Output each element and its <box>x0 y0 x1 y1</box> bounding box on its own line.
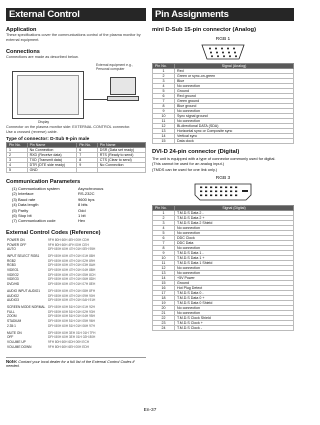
code-hex: DFH 80H 60H 47H 01H 07H 8EH <box>48 282 96 287</box>
pin-number: 9 <box>153 251 175 256</box>
table-cell <box>77 168 98 173</box>
pin-number: 10 <box>153 256 175 261</box>
pin-signal: Green or sync-on-green <box>175 74 294 79</box>
table-cell: 6 <box>77 148 98 153</box>
external-control-title: External Control <box>6 8 146 21</box>
pin-signal: No connection <box>175 306 294 311</box>
table-cell: 5 <box>7 168 28 173</box>
pin-number: 13 <box>153 129 175 134</box>
comm-heading: Communication Parameters <box>6 179 81 185</box>
table-cell: 1 <box>7 148 28 153</box>
pin-number: 3 <box>153 79 175 84</box>
table-cell: 8 <box>77 158 98 163</box>
computer-base <box>107 96 139 101</box>
dsub15-connector-icon <box>200 43 246 61</box>
mini-dsub-heading: mini D-Sub 15-pin connector (Analog) <box>152 27 257 33</box>
code-command: ZOOM <box>7 314 17 319</box>
pin-signal: T.M.D.S Data 1 - <box>175 251 294 256</box>
code-command: AUDIO INPUT AUDIO1 <box>7 288 41 293</box>
table-row <box>153 326 294 331</box>
pin-table-heading: Type of connector: D-Sub 9-pin male <box>6 137 90 142</box>
pin-signal: Blue <box>175 79 294 84</box>
pin-number: 15 <box>153 281 175 286</box>
code-command: MUTE ON <box>7 330 22 335</box>
pin-number: 7 <box>153 99 175 104</box>
code-hex: DFH 80H 60H 51H 01H 06H 97H <box>48 323 95 328</box>
connection-diagram <box>6 63 146 125</box>
pin-number: 8 <box>153 104 175 109</box>
param-name: (3) Baud rate <box>12 196 36 202</box>
code-hex: 9FH 80H 60H 4EH 00H CDH <box>48 237 90 242</box>
code-hex: DFH 80H 60H 51H 01H 05H 96H <box>48 319 95 324</box>
dvi-text-1: The unit is equipped with a type of connector commonly used for digital. <box>152 156 276 161</box>
table-cell: 4 <box>7 163 28 168</box>
code-command: OFF <box>7 335 14 340</box>
right-column <box>152 8 294 331</box>
code-hex: DFH 80H 60H 47H 01H 05H 8CH <box>48 272 96 277</box>
code-command: VIDEO3 <box>7 277 19 282</box>
page-number: En-37 <box>143 408 157 413</box>
pin-signal: Vertical sync <box>175 134 294 139</box>
pin-signal: No connection <box>175 311 294 316</box>
note-label: Note: <box>6 359 18 365</box>
pin-signal: T.M.D.S Clock Shield <box>175 316 294 321</box>
code-command: VOLUME DOWN <box>7 344 32 349</box>
application-heading: Application <box>6 27 37 33</box>
param-name: (2) Interface <box>12 191 34 197</box>
table-cell: No Connection <box>27 148 77 153</box>
dvi-pin-table <box>152 205 294 331</box>
pin-number: 10 <box>153 114 175 119</box>
code-command: POWER OFF <box>7 242 27 247</box>
code-hex: DFH 80H 60H 47H 01H 02H 89H <box>48 258 95 263</box>
param-value: 9600 bps <box>78 196 95 202</box>
pin-signal: No connection <box>175 266 294 271</box>
table-cell: RXD (Receive data) <box>27 153 77 158</box>
param-value: 8 bits <box>78 202 88 208</box>
code-command: 2.35:1 <box>7 323 16 328</box>
code-command: VOLUME UP <box>7 339 26 344</box>
pin-signal: T.M.D.S Data 2 + <box>175 216 294 221</box>
col-header: Pin No. <box>77 143 98 148</box>
cable-line <box>84 99 108 100</box>
col-header: Pin No. <box>153 64 175 69</box>
pin-signal: T.M.D.S Data 2 - <box>175 211 294 216</box>
pin-number: 15 <box>153 139 175 144</box>
dvi-text-3: (TMDS can be used for one link only.) <box>152 166 218 172</box>
code-hex: DFH 80H 60H 47H 01H 06H 8DH <box>48 277 96 282</box>
pin-signal: Ground <box>175 89 294 94</box>
col-header: Pin Name <box>97 143 145 148</box>
pin-number: 5 <box>153 89 175 94</box>
dvi-connector-drawing <box>152 182 294 202</box>
pin-number: 4 <box>153 84 175 89</box>
param-name: (6) Stop bit <box>12 213 32 219</box>
table-cell: 3 <box>7 158 28 163</box>
pin-number: 5 <box>153 231 175 236</box>
dvi-text-2: (This cannot be used for an analog input.) <box>152 161 225 167</box>
pin-number: 8 <box>153 246 175 251</box>
pin-signal: T.M.D.S Data 0 - <box>175 291 294 296</box>
cable-note: Use a crossed (reverse) cable. <box>6 130 58 134</box>
code-hex: DFH 80H 60H 3EH 01H 02H 80H <box>48 335 96 340</box>
code-hex: DFH 80H 60H 51H 01H 04H 95H <box>48 314 95 319</box>
pin-signal: T.M.D.S Data 2 Shield <box>175 221 294 226</box>
table-cell: 9 <box>77 163 98 168</box>
code-command: VIDEO2 <box>7 272 19 277</box>
col-header: Pin Name <box>27 143 77 148</box>
dsub15-pin-table <box>152 63 294 144</box>
pin-signal: Ground <box>175 281 294 286</box>
pin-signal: DDC Data <box>175 241 294 246</box>
code-hex: 9FH 80H 60H 6DH 00H ECH <box>48 339 90 344</box>
dsub15-connector-drawing <box>152 43 294 61</box>
code-hex: DFH 80H 60H 51H 01H 02H 93H <box>48 309 95 314</box>
pin-signal: T.M.D.S Data 0 + <box>175 296 294 301</box>
code-group-gap <box>6 349 146 351</box>
rgb1-label: RGB 1 <box>215 37 231 42</box>
code-hex: DFH 80H 60H 47H 01H 01H 88H <box>48 253 95 258</box>
pin-number: 20 <box>153 306 175 311</box>
pin-signal: T.M.D.S Clock + <box>175 321 294 326</box>
table-cell <box>97 168 145 173</box>
pin-signal: T.M.D.S Data 1 + <box>175 256 294 261</box>
code-hex: 9FH 80H 60H 4FH 00H CEH <box>48 242 89 247</box>
table-cell: No Connection <box>97 163 145 168</box>
pin-signal: No connection <box>175 226 294 231</box>
code-hex: DFH 80H 60H 47H 01H 03H 8AH <box>48 263 96 268</box>
pin-signal: No connection <box>175 109 294 114</box>
pin-number: 2 <box>153 216 175 221</box>
pin-signal: DDC Clock <box>175 236 294 241</box>
pin-number: 23 <box>153 321 175 326</box>
pin-number: 11 <box>153 119 175 124</box>
table-cell: 7 <box>77 153 98 158</box>
code-hex: DFH 80H 60H 47H 01H 0EH 95H <box>48 247 96 252</box>
param-name: (5) Parity <box>12 207 29 213</box>
pin-number: 12 <box>153 266 175 271</box>
code-command: AUDIO3 <box>7 298 19 303</box>
table-cell: GND <box>27 168 77 173</box>
pin-signal: T.M.D.S Data 1 Shield <box>175 261 294 266</box>
connections-heading: Connections <box>6 49 40 55</box>
code-command: POWER ON <box>7 237 25 242</box>
pin-signal: No connection <box>175 231 294 236</box>
codes-heading: External Control Codes (Reference) <box>6 229 101 236</box>
table-cell: CTS (Clear to send) <box>97 158 145 163</box>
col-header: Signal (Analog) <box>175 64 294 69</box>
code-command: VIDEO1 <box>7 268 19 273</box>
param-row <box>12 218 146 223</box>
code-command: STADIUM <box>7 319 22 324</box>
pin-number: 6 <box>153 94 175 99</box>
code-hex: DFH 80H 60H 47H 01H 09H 90H <box>48 293 95 298</box>
pin-signal: Sync signal ground <box>175 114 294 119</box>
code-hex: DFH 80H 60H 47H 01H 04H 8BH <box>48 268 96 273</box>
pin-number: 16 <box>153 286 175 291</box>
connections-intro: Connections are made as described below. <box>6 55 79 59</box>
pin-number: 18 <box>153 296 175 301</box>
pin-signal: Horizontal sync or Composite sync <box>175 129 294 134</box>
left-column <box>6 8 146 368</box>
pin-number: 9 <box>153 109 175 114</box>
table-cell: RTS (Ready to send) <box>97 153 145 158</box>
pin-number: 22 <box>153 316 175 321</box>
pin-number: 6 <box>153 236 175 241</box>
pin-signal: No connection <box>175 119 294 124</box>
pin-number: 14 <box>153 134 175 139</box>
col-header: Pin No. <box>7 143 28 148</box>
display-label: Display <box>38 120 50 124</box>
table-cell: TXD (Transmit data) <box>27 158 77 163</box>
pin-number: 3 <box>153 221 175 226</box>
code-command: RGB2 <box>7 258 16 263</box>
table-cell: DSR (Data set ready) <box>97 148 145 153</box>
pin-number: 17 <box>153 291 175 296</box>
param-value: Asynchronous <box>78 186 104 191</box>
pin-signal: T.M.D.S Data 0 Shield <box>175 301 294 306</box>
pin-number: 19 <box>153 301 175 306</box>
pin-number: 7 <box>153 241 175 246</box>
table-row <box>7 168 146 173</box>
pin-signal: Data clock <box>175 139 294 144</box>
code-hex: DFH 80H 60H 51H 01H 01H 92H <box>48 304 95 309</box>
param-value: Hex <box>78 218 86 224</box>
code-command: AUTO <box>7 247 16 252</box>
pin-assignments-title: Pin Assignments <box>152 8 294 21</box>
note <box>6 357 146 368</box>
control-codes-list <box>6 238 146 351</box>
external-equipment-label: External equipment e.g., Personal computer <box>96 63 133 71</box>
param-name: (7) Communication code <box>12 218 56 224</box>
pin-signal: +5V Power <box>175 276 294 281</box>
pin-number: 14 <box>153 276 175 281</box>
pin-number: 2 <box>153 74 175 79</box>
code-hex: DFH 80H 60H 3EH 01H 01H 7FH <box>48 330 96 335</box>
code-hex: DFH 80H 60H 47H 01H 0AH 91H <box>48 298 96 303</box>
param-name: (4) Data length <box>12 202 39 208</box>
application-text: These specifications cover the communications control of the plasma monitor by external equipment. <box>6 33 141 42</box>
comm-params <box>12 186 146 224</box>
table-row <box>153 139 294 144</box>
code-command: SCREEN MODE NORMAL <box>7 304 46 309</box>
pin-number: 24 <box>153 326 175 331</box>
computer-illustration <box>110 77 136 95</box>
pin-signal: Blue ground <box>175 104 294 109</box>
col-header: Signal (Digital) <box>175 206 294 211</box>
note-text: Contact your local dealer for a full list of the External Control Codes if needed. <box>6 360 135 369</box>
code-command: AUDIO2 <box>7 293 19 298</box>
code-hex: 9FH 80H 60H 6EH 00H EDH <box>48 344 89 349</box>
pin-number: 11 <box>153 261 175 266</box>
pin-number: 13 <box>153 271 175 276</box>
code-command: FULL <box>7 309 15 314</box>
param-value: Odd <box>78 207 86 213</box>
pin-number: 4 <box>153 226 175 231</box>
pin-number: 12 <box>153 124 175 129</box>
dvi-heading: DVI-D 24-pin connector (Digital) <box>152 149 240 155</box>
connector-note: Connector on the plasma monitor side: EXTERNAL CONTROL connector. <box>6 125 131 129</box>
pin-signal: Hot Plug Detect <box>175 286 294 291</box>
table-cell: 2 <box>7 153 28 158</box>
code-command: DVD/HD <box>7 282 20 287</box>
rgb3-label: RGB 3 <box>215 176 231 182</box>
pin-number: 1 <box>153 69 175 74</box>
pin-signal: No connection <box>175 271 294 276</box>
param-name: (1) Communication system <box>12 186 60 191</box>
dsub9-pin-table <box>6 142 146 173</box>
code-hex: DFH 80H 60H 47H 01H 08H 8FH <box>48 288 96 293</box>
pin-signal: Red ground <box>175 94 294 99</box>
pin-signal: Bi-directional DATA (SDA) <box>175 124 294 129</box>
display-illustration <box>12 71 84 119</box>
table-cell: DTR (DTE side ready) <box>27 163 77 168</box>
pin-signal: Green ground <box>175 99 294 104</box>
dvi-connector-icon <box>193 182 253 202</box>
code-command: RGB3 <box>7 263 16 268</box>
param-value: 1 bit <box>78 213 86 219</box>
pin-number: 21 <box>153 311 175 316</box>
code-command: INPUT SELECT RGB1 <box>7 253 40 258</box>
pin-number: 1 <box>153 211 175 216</box>
pin-signal: No connection <box>175 84 294 89</box>
col-header: Pin No. <box>153 206 175 211</box>
pin-signal: T.M.D.S Clock - <box>175 326 294 331</box>
param-value: RS-232C <box>78 191 95 197</box>
pin-signal: No connection <box>175 246 294 251</box>
pin-signal: Red <box>175 69 294 74</box>
